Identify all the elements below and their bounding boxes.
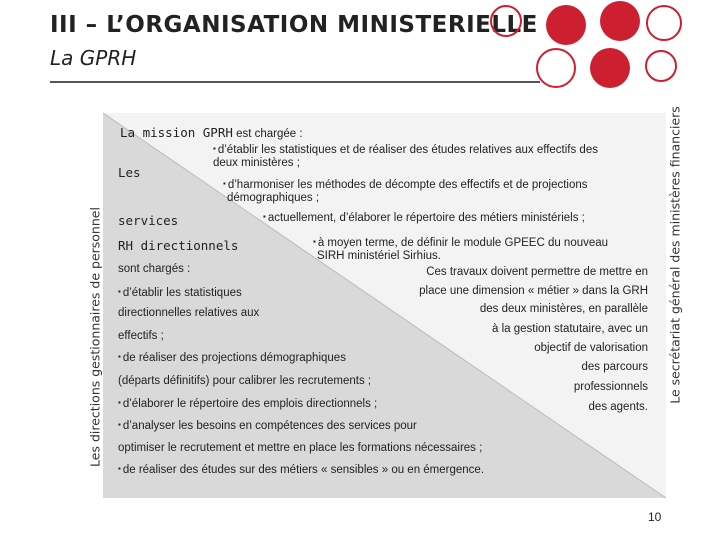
circle-filled-2 (600, 1, 640, 41)
services-item-5: ▪ de réaliser des études sur des métiers « sensibles » ou en émergence. (118, 464, 485, 476)
right-side-label: Le secrétariat général des ministères financiers (667, 106, 683, 404)
circle-filled-1 (546, 5, 586, 45)
title-underline (50, 81, 540, 83)
services-item-4-cont: optimiser le recrutement et mettre en place les formations nécessaires ; (118, 442, 483, 454)
circle-outline-4 (645, 50, 677, 82)
services-item-2-cont: (départs définitifs) pour calibrer les recrutements ; (118, 375, 372, 387)
circle-outline-3 (536, 48, 576, 88)
mission-goal-line-8: des agents. (588, 401, 648, 413)
gprh-panel (103, 113, 666, 498)
mission-item-3: ▪ actuellement, d’élaborer le répertoire des métiers ministériels ; (263, 212, 585, 224)
mission-goal-line-7: professionnels (573, 381, 648, 393)
mission-item-1: ▪ d’établir les statistiques et de réaliser des études relatives aux effectifs des (213, 144, 598, 156)
mission-intro-subject: La mission GPRH (120, 125, 233, 140)
mission-goal-line-3: des deux ministères, en parallèle (479, 303, 648, 315)
services-item-1-cont: directionnelles relatives aux (118, 307, 260, 319)
mission-goal-line-1: Ces travaux doivent permettre de mettre en (426, 266, 648, 278)
services-subject-line-3: RH directionnels (118, 238, 239, 253)
page-title: III – L’ORGANISATION MINISTERIELLE (50, 12, 538, 38)
services-item-1-end: effectifs ; (118, 330, 164, 342)
circle-outline-1 (490, 5, 522, 37)
mission-item-1-cont: deux ministères ; (213, 157, 300, 169)
services-item-4: ▪ d’analyser les besoins en compétences des services pour (118, 420, 417, 432)
services-item-1: ▪ d’établir les statistiques (118, 287, 242, 299)
mission-goal-line-4: à la gestion statutaire, avec un (492, 323, 648, 335)
left-side-label: Les directions gestionnaires de personnel (87, 207, 103, 467)
mission-item-4-cont: SIRH ministériel Sirhius. (317, 250, 441, 262)
mission-intro (120, 125, 303, 140)
page-number: 10 (648, 510, 662, 524)
mission-goal-line-6: des parcours (581, 361, 648, 373)
mission-item-2: ▪ d’harmoniser les méthodes de décompte des effectifs et de projections (223, 179, 588, 191)
mission-item-2-cont: démographiques ; (227, 192, 320, 204)
services-subject-line-1: Les (118, 165, 141, 180)
circle-outline-2 (646, 5, 682, 41)
mission-goal-line-2: place une dimension « métier » dans la GRH (419, 285, 648, 297)
mission-goal-line-5: objectif de valorisation (534, 342, 648, 354)
mission-item-4: ▪ à moyen terme, de définir le module GPEEC du nouveau (313, 237, 609, 249)
page-subtitle: La GPRH (50, 46, 137, 70)
mission-intro-verb: est chargée : (232, 128, 303, 140)
circle-filled-3 (590, 48, 630, 88)
services-subject-line-2: services (118, 213, 179, 228)
services-item-2: ▪ de réaliser des projections démographiques (118, 352, 346, 364)
services-item-3: ▪ d’élaborer le répertoire des emplois directionnels ; (118, 398, 378, 410)
services-charged: sont chargés : (118, 263, 191, 275)
